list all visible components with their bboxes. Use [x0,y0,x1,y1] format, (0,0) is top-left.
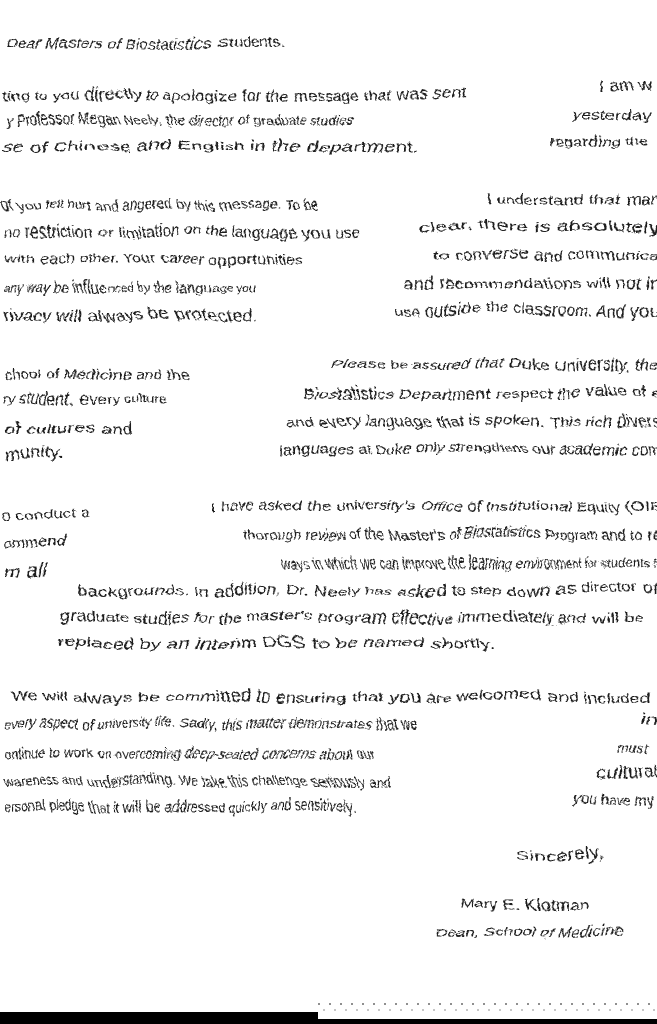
letter-line-fragment: cultural [594,762,656,779]
letter-line-fragment: clear, there is absolutely [415,216,657,233]
letter-line-fragment: any way be influenced by the language you [0,276,256,293]
letter-line-fragment: of cultures and [0,417,130,434]
letter-line-fragment: ry student, every culture [0,388,167,405]
letter-line-fragment: must [612,738,646,755]
letter-line-fragment: ontinue to work on overcoming deep-seated concerns about our [0,742,372,759]
letter-line-fragment: We will always be committed to ensuring that you are welcomed and included [8,686,651,703]
letter-line-fragment: m all [0,560,46,577]
letter-line-fragment: rivacy will always be protected. [0,304,255,321]
letter-line-fragment: ersonal pledge that it will be addressed quickly and sensitively. [0,796,354,813]
letter-line-fragment: Please be assured that Duke University, the [330,354,657,371]
letter-line-fragment: backgrounds. In addition, Dr. Neely has asked to step down as director of [78,580,657,597]
letter-line-fragment: and every language that is spoken. This rich divers [285,410,657,427]
letter-line-fragment: graduate studies for the master's program effective immediately and will be [56,607,641,624]
letter-line-fragment: and recommendations will not in [400,272,657,289]
letter-line-fragment: to converse and communica [430,244,657,261]
letter-line-fragment: Dear Masters of Biostatistics Students. [3,32,284,49]
letter-line-fragment: with each other. Your career opportunities [2,248,300,265]
letter-line-fragment: ting to you directly to apologize for the message that was sent [2,84,462,101]
letter-line-fragment: Biostatistics Department respect the value of e [300,382,657,399]
letter-line-fragment: ways in which we can improve the learning environment for students fr [280,552,657,569]
letter-line-fragment: I am w [595,76,650,93]
letter-line-fragment: Mary E. Klotman [457,893,585,910]
letter-line-fragment: of you felt hurt and angered by this message. To be [0,194,316,211]
letter-line-fragment: I understand that man [483,188,657,205]
letter-line-fragment: regarding the [545,130,646,147]
letter-line-fragment: o conduct a [0,503,86,520]
letter-line-fragment: chool of Medicine and the [0,363,187,380]
letter-line-fragment: in [637,708,656,725]
dotted-separator [318,1003,657,1012]
letter-line-fragment: wareness and understanding. We take this challenge seriously and [0,770,388,787]
letter-line-fragment: y Professor Megan Neely, the director of graduate studies [2,109,353,126]
letter-line-fragment: every aspect of university life. Sadly, this matter demonstrates that we [0,713,415,730]
letter-line-fragment: languages at Duke only strengthens our academic com [278,438,657,455]
letter-line-fragment: thorough review of the Master's of Biostatistics Program and to re [240,523,657,540]
letter-line-fragment: munity. [0,444,62,461]
letter-line-fragment: use outside the classroom. And you [390,300,657,317]
letter-line-fragment: yesterday [570,103,649,120]
letter-line-fragment: Dean, School of Medicine [432,921,622,938]
letter-line-fragment: replaced by an interim DGS to be named shortly. [53,632,493,649]
letter-line-fragment: I have asked the university's Office of Institutional Equity (OIE [207,495,657,512]
letter-line-fragment: ommend [0,532,65,549]
letter-line-fragment: no restriction or limitation on the language you use [0,221,358,238]
letter-line-fragment: Sincerely, [512,844,600,861]
letter-line-fragment: you have my [570,788,656,805]
letter-line-fragment: se of Chinese and English in the department. [0,135,415,152]
